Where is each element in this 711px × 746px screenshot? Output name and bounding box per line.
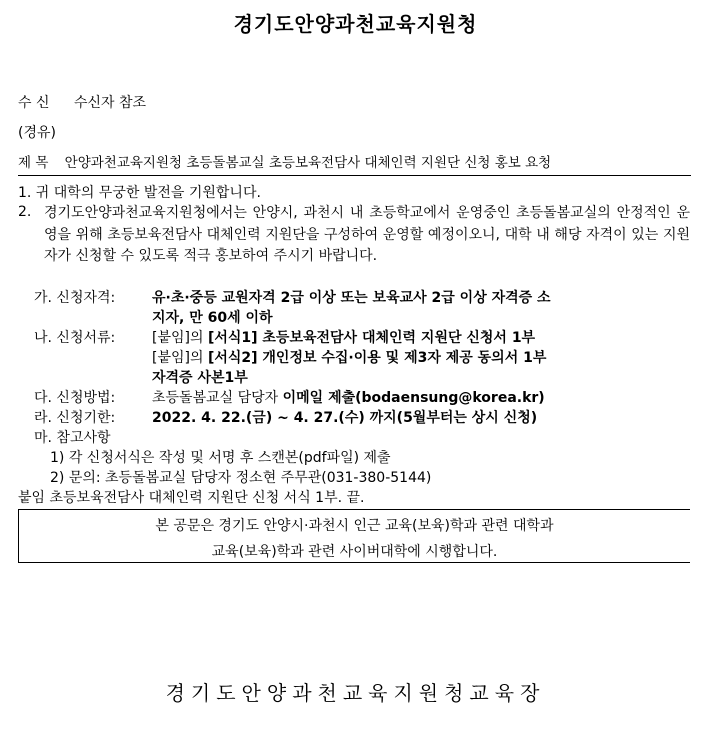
subject-value: 안양과천교육지원청 초등돌봄교실 초등보육전담사 대체인력 지원단 신청 홍보 요청 xyxy=(64,155,552,171)
recipient-label: 수 신 xyxy=(18,95,50,111)
attachment-line: 붙임 초등보육전담사 대체인력 지원단 신청 서식 1부. 끝. xyxy=(18,490,365,506)
document-title: 경기도안양과천교육지원청 xyxy=(233,12,478,36)
item-na-line-2-prefix: [붙임]의 xyxy=(152,350,208,366)
header-divider xyxy=(18,175,691,176)
recipient-value: 수신자 참조 xyxy=(73,95,147,111)
body-item-2-number: 2. xyxy=(18,204,32,220)
item-na-line-2-form: [서식2] 개인정보 수집·이용 및 제3자 제공 동의서 1부 xyxy=(207,350,547,366)
item-da-value xyxy=(152,387,545,407)
item-na-line-3: 자격증 사본1부 xyxy=(152,370,248,386)
body-item-1: 1. 귀 대학의 무궁한 발전을 기원합니다. xyxy=(18,185,261,201)
notice-line-2: 교육(보육)학과 관련 사이버대학에 시행합니다. xyxy=(211,544,498,560)
item-da-prefix: 초등돌봄교실 담당자 xyxy=(152,390,283,406)
item-da-email: 이메일 제출(bodaensung@korea.kr) xyxy=(282,390,545,406)
via-row: (경유) xyxy=(18,125,56,141)
notice-box xyxy=(18,509,690,563)
item-ma-sub-1: 1) 각 신청서식은 작성 및 서명 후 스캔본(pdf파일) 제출 xyxy=(50,450,391,466)
item-ga-line-2: 지자, 만 60세 이하 xyxy=(152,310,273,326)
item-ma-label: 마. 참고사항 xyxy=(34,430,111,446)
item-ga-label: 가. 신청자격: xyxy=(34,290,116,306)
item-na-line-2 xyxy=(152,347,546,367)
item-na-line-1-form: [서식1] 초등보육전담사 대체인력 지원단 신청서 1부 xyxy=(207,330,536,346)
item-da-label: 다. 신청방법: xyxy=(34,390,116,406)
subject-label: 제 목 xyxy=(18,155,49,171)
item-ra-value: 2022. 4. 22.(금) ~ 4. 27.(수) 까지(5월부터는 상시 신청) xyxy=(152,410,538,426)
notice-line-1: 본 공문은 경기도 안양시·과천시 인근 교육(보육)학과 관련 대학과 xyxy=(155,518,554,534)
item-ma-sub-2: 2) 문의: 초등돌봄교실 담당자 정소현 주무관(031-380-5144) xyxy=(50,470,432,486)
item-ra-label: 라. 신청기한: xyxy=(34,410,116,426)
sender-signature: 경기도안양과천교육지원청교육장 xyxy=(165,681,546,705)
body-item-2-text: 경기도안양과천교육지원청에서는 안양시, 과천시 내 초등학교에서 운영중인 초등돌봄교실의 안정적인 운영을 위해 초등보육전담사 대체인력 지원단을 구성하여 운영할 예정이오니, 대학 내 해당 자격이 있는 지원자가 신청할 수 있도록 적극 홍보하여 주시기 바랍니다. xyxy=(44,205,690,264)
subject-row xyxy=(18,151,551,171)
recipient-row xyxy=(18,92,146,112)
item-ga-line-1: 유·초·중등 교원자격 2급 이상 또는 보육교사 2급 이상 자격증 소 xyxy=(152,290,551,306)
item-na-line-1 xyxy=(152,327,535,347)
item-na-line-1-prefix: [붙임]의 xyxy=(152,330,208,346)
item-na-label: 나. 신청서류: xyxy=(34,330,116,346)
